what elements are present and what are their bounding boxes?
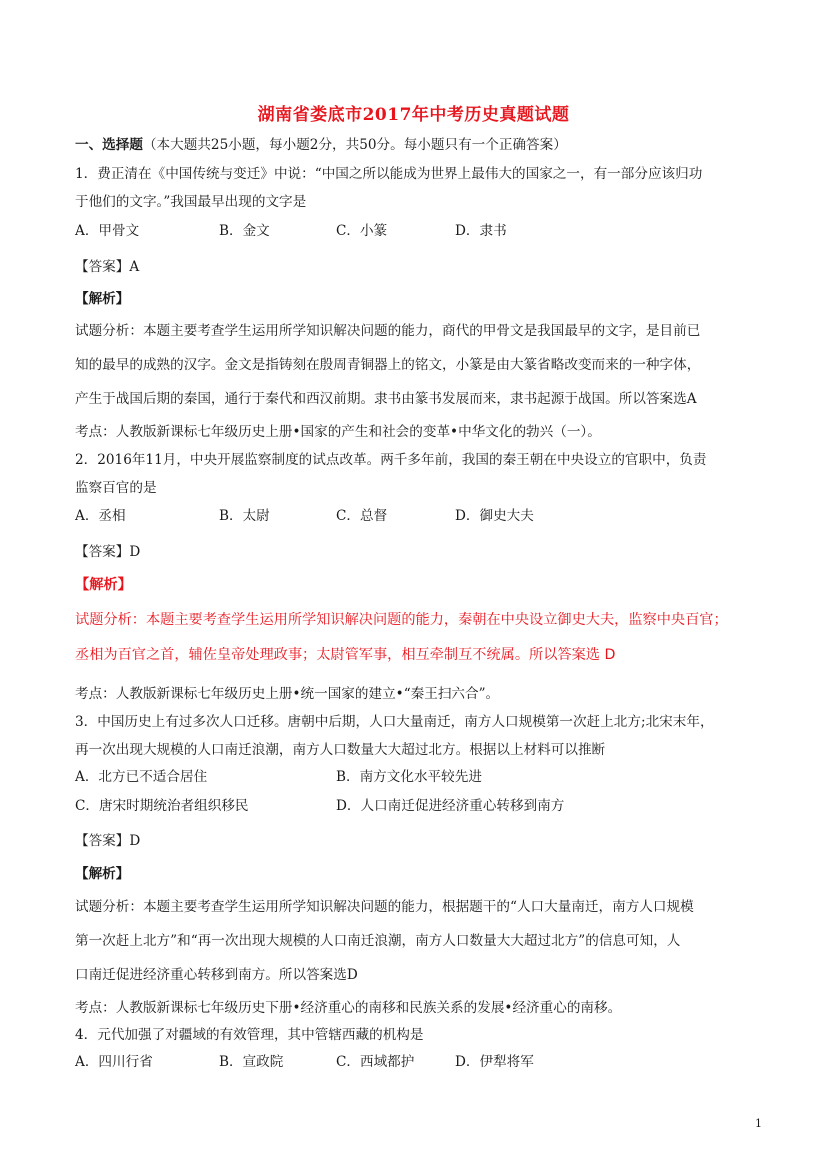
- question-1-analysis-label: 【解析】: [75, 291, 130, 307]
- page-number: 1: [755, 1117, 762, 1130]
- question-2-answer: 【答案】D: [75, 544, 141, 560]
- question-1-analysis-line-2: 知的最早的成熟的汉字。金文是指铸刻在殷周青铜器上的铭文，小篆是由大篆省略改变而来的一种字体，: [75, 357, 701, 373]
- question-1-point: 考点：人教版新课标七年级历史上册•国家的产生和社会的变革•中华文化的勃兴（一）。: [75, 424, 601, 440]
- question-3-option-c: C．唐宋时期统治者组织移民: [75, 798, 249, 814]
- question-2-analysis-line-2: 丞相为百官之首，辅佐皇帝处理政事；太尉管军事，相互牵制互不统属。所以答案选 D: [75, 647, 616, 663]
- question-3-analysis-label: 【解析】: [75, 866, 130, 882]
- question-4-option-d: D．伊犁将军: [455, 1054, 534, 1070]
- question-4-option-b: B．宣政院: [219, 1054, 284, 1070]
- question-1-option-d: D．隶书: [455, 223, 507, 239]
- section-heading-label: 一、选择题: [75, 137, 143, 153]
- section-heading: [75, 135, 765, 155]
- question-2-option-c: C．总督: [336, 508, 388, 524]
- question-3-option-a: A．北方已不适合居住: [75, 769, 208, 785]
- question-2-line-1: 2．2016年11月，中央开展监察制度的试点改革。两千多年前，我国的秦王朝在中央设立的官职中，负责: [75, 452, 707, 468]
- question-3-option-b: B．南方文化水平较先进: [336, 769, 482, 785]
- question-3-line-2: 再一次出现大规模的人口南迁浪潮，南方人口数量大大超过北方。根据以上材料可以推断: [75, 742, 606, 758]
- question-1-line-2: 于他们的文字。”我国最早出现的文字是: [75, 194, 307, 210]
- question-3-analysis-line-2: 第一次赶上北方”和“再一次出现大规模的人口南迁浪潮，南方人口数量大大超过北方”的信息可知，人: [75, 933, 681, 949]
- question-1-line-1: 1．费正清在《中国传统与变迁》中说：“中国之所以能成为世界上最伟大的国家之一，有一部分应该归功: [75, 166, 703, 182]
- question-2-option-d: D．御史大夫: [455, 508, 534, 524]
- question-2-line-2: 监察百官的是: [75, 480, 157, 496]
- question-3-answer: 【答案】D: [75, 833, 141, 849]
- question-3-line-1: 3．中国历史上有过多次人口迁移。唐朝中后期，人口大量南迁，南方人口规模第一次赶上北方;北宋末年，: [75, 714, 714, 730]
- question-3-analysis-line-3: 口南迁促进经济重心转移到南方。所以答案选D: [75, 967, 358, 983]
- question-1-analysis-line-3: 产生于战国后期的秦国，通行于秦代和西汉前期。隶书由篆书发展而来，隶书起源于战国。所以答案选A: [75, 391, 697, 407]
- question-4-option-a: A．四川行省: [75, 1054, 153, 1070]
- question-3-point: 考点：人教版新课标七年级历史下册•经济重心的南移和民族关系的发展•经济重心的南移。: [75, 1000, 622, 1016]
- question-1-answer: 【答案】A: [75, 259, 140, 275]
- question-3-option-d: D．人口南迁促进经济重心转移到南方: [336, 798, 565, 814]
- question-2-point: 考点：人教版新课标七年级历史上册•统一国家的建立•“秦王扫六合”。: [75, 686, 500, 702]
- question-4-option-c: C．西域都护: [336, 1054, 415, 1070]
- question-1-option-a: A．甲骨文: [75, 223, 140, 239]
- question-1-analysis-line-1: 试题分析：本题主要考查学生运用所学知识解决问题的能力，商代的甲骨文是我国最早的文字，是目前已: [75, 323, 701, 339]
- question-2-option-b: B．太尉: [219, 508, 270, 524]
- page-title: 湖南省娄底市2017年中考历史真题试题: [257, 105, 570, 125]
- section-heading-note: （本大题共25小题，每小题2分，共50分。每小题只有一个正确答案）: [142, 137, 567, 153]
- question-2-analysis-line-1: 试题分析：本题主要考查学生运用所学知识解决问题的能力，秦朝在中央设立御史大夫，监察中央百官；: [75, 612, 728, 628]
- question-2-analysis-label: 【解析】: [75, 577, 132, 593]
- question-1-option-c: C．小篆: [336, 223, 388, 239]
- question-2-option-a: A．丞相: [75, 508, 126, 524]
- question-3-analysis-line-1: 试题分析：本题主要考查学生运用所学知识解决问题的能力，根据题干的“人口大量南迁，南方人口规模: [75, 899, 694, 915]
- question-4-line-1: 4．元代加强了对疆域的有效管理，其中管辖西藏的机构是: [75, 1027, 424, 1043]
- question-1-option-b: B．金文: [219, 223, 270, 239]
